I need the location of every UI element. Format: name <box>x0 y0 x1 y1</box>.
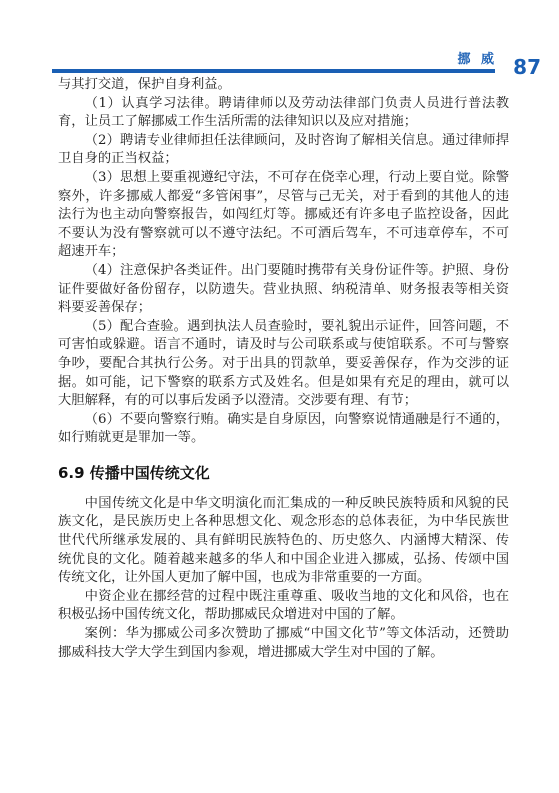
paragraph: 中国传统文化是中华文明演化而汇集成的一种反映民族特质和风貌的民族文化，是民族历史上各种思想文化、观念形态的总体表征，为中华民族世世代代所继承发展的、具有鲜明民族特色的、历史悠久、内涵博大精深、传统优良的文化。随着越来越多的华人和中国企业进入挪威，弘扬、传颂中国传统文化，让外国人更加了解中国，也成为非常重要的一方面。 <box>58 495 509 586</box>
page-number: 87 <box>513 55 541 79</box>
paragraph: 中资企业在挪经营的过程中既注重尊重、吸收当地的文化和风俗，也在积极弘扬中国传统文化，帮助挪威民众增进对中国的了解。 <box>58 588 509 623</box>
paragraph: （3）思想上要重视遵纪守法，不可存在侥幸心理，行动上要自觉。除警察外，许多挪威人都爱“多管闲事”，尽管与己无关，对于看到的其他人的违法行为也主动向警察报告，如闯红灯等。挪威还有许多电子监控设备，因此不要认为没有警察就可以不遵守法纪。不可酒后驾车，不可违章停车，不可超速开车； <box>58 169 509 260</box>
header-rule <box>52 69 495 73</box>
paragraph: （4）注意保护各类证件。出门要随时携带有关身份证件等。护照、身份证件要做好备份留存，以防遗失。营业执照、纳税清单、财务报表等相关资料要妥善保存； <box>58 262 509 316</box>
section-title: 6.9 传播中国传统文化 <box>58 463 210 482</box>
running-title: 挪 威 <box>457 52 497 67</box>
paragraph: （5）配合查验。遇到执法人员查验时，要礼貌出示证件，回答问题，不可害怕或躲避。语言不通时，请及时与公司联系或与使馆联系。不可与警察争吵，要配合其执行公务。对于出具的罚款单，要妥善保存，作为交涉的证据。如可能，记下警察的联系方式及姓名。但是如果有充足的理由，就可以大胆解释，有的可以事后发函予以澄清。交涉要有理、有节； <box>58 318 509 409</box>
paragraph: （1）认真学习法律。聘请律师以及劳动法律部门负责人员进行普法教育，让员工了解挪威工作生活所需的法律知识以及应对措施； <box>58 95 509 130</box>
paragraph: 案例：华为挪威公司多次赞助了挪威“中国文化节”等文体活动，还赞助挪威科技大学大学生到国内参观，增进挪威大学生对中国的了解。 <box>58 626 509 660</box>
paragraph: （2）聘请专业律师担任法律顾问，及时咨询了解相关信息。通过律师捍卫自身的正当权益； <box>58 132 509 167</box>
paragraph: （6）不要向警察行贿。确实是自身原因，向警察说情通融是行不通的，如行贿就更是罪加一等。 <box>58 411 509 446</box>
page-header <box>0 0 559 80</box>
page-body <box>58 76 509 662</box>
paragraph: 与其打交道，保护自身利益。 <box>58 77 231 92</box>
